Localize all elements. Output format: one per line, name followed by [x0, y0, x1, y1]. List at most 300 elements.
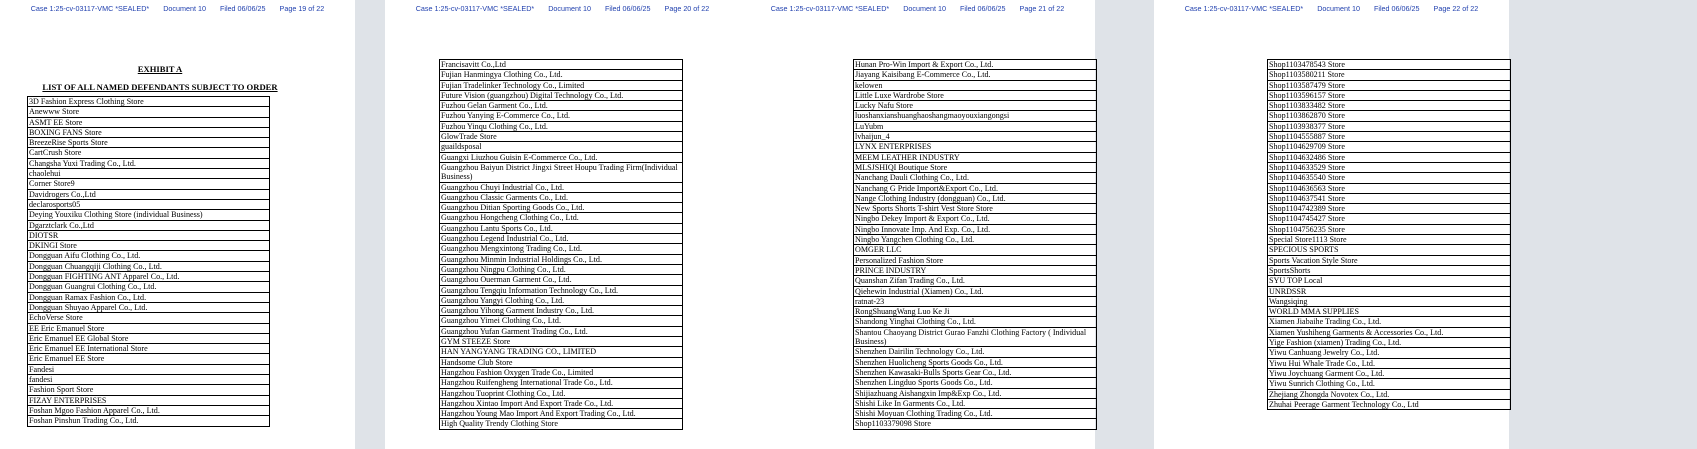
defendant-name-cell: Shop1104632486 Store — [1268, 152, 1511, 162]
defendant-name-cell: FIZAY ENTERPRISES — [28, 395, 270, 405]
defendant-name-cell: Handsome Club Store — [440, 357, 683, 367]
defendant-name-cell: Fujian Hanmingya Clothing Co., Ltd. — [440, 70, 683, 80]
defendant-name-cell: Shop1104637541 Store — [1268, 193, 1511, 203]
defendant-name-cell: RongShuangWang Luo Ke Ji — [854, 307, 1097, 317]
table-row — [1268, 338, 1511, 348]
table-row — [854, 214, 1097, 224]
case-number: Case 1:25-cv-03117-VMC *SEALED* — [770, 4, 890, 13]
page-header — [0, 4, 355, 13]
table-row — [440, 254, 683, 264]
defendant-name-cell: Shop1104742389 Store — [1268, 204, 1511, 214]
table-row — [1268, 60, 1511, 70]
table-row — [1268, 152, 1511, 162]
defendant-name-cell: Xiamen Yushiheng Garments & Accessories Co., Ltd. — [1268, 327, 1511, 337]
defendant-name-cell: Shop1103478543 Store — [1268, 60, 1511, 70]
table-row — [28, 333, 270, 343]
defendant-name-cell: Shijiazhuang Aishangxin Imp&Exp Co., Ltd. — [854, 388, 1097, 398]
defendant-name-cell: Guangzhou Yufan Garment Trading Co., Ltd. — [440, 326, 683, 336]
defendant-name-cell: DIOTSR — [28, 230, 270, 240]
table-row — [854, 378, 1097, 388]
table-row — [28, 220, 270, 230]
defendant-name-cell: Guangzhou Ditian Sporting Goods Co., Ltd. — [440, 203, 683, 213]
defendant-name-cell: Yiwu Hui Whale Trade Co., Ltd. — [1268, 358, 1511, 368]
table-row — [854, 388, 1097, 398]
table-row — [28, 385, 270, 395]
defendant-name-cell: Foshan Pinshun Trading Co., Ltd. — [28, 416, 270, 426]
table-row — [440, 132, 683, 142]
table-row — [854, 255, 1097, 265]
table-row — [440, 152, 683, 162]
table-row — [440, 357, 683, 367]
table-row — [440, 388, 683, 398]
table-row — [28, 395, 270, 405]
table-row — [28, 302, 270, 312]
table-row — [854, 142, 1097, 152]
defendant-name-cell: GlowTrade Store — [440, 132, 683, 142]
table-row — [1268, 348, 1511, 358]
table-row — [28, 138, 270, 148]
defendant-name-cell: ASMT EE Store — [28, 117, 270, 127]
table-row — [440, 90, 683, 100]
defendant-name-cell: LuYubm — [854, 121, 1097, 131]
defendant-name-cell: Hangzhou Ruifengheng International Trade Co., Ltd. — [440, 378, 683, 388]
table-row — [854, 367, 1097, 377]
defendants-table — [1267, 59, 1511, 410]
table-row — [440, 192, 683, 202]
defendant-name-cell: Shop1104636563 Store — [1268, 183, 1511, 193]
defendant-name-cell: Hunan Pro-Win Import & Export Co., Ltd. — [854, 60, 1097, 70]
defendant-name-cell: High Quality Trendy Clothing Store — [440, 419, 683, 429]
table-row — [440, 142, 683, 152]
defendant-name-cell: SYU TOP Local — [1268, 276, 1511, 286]
table-row — [440, 264, 683, 274]
table-row — [854, 80, 1097, 90]
table-row — [1268, 255, 1511, 265]
table-row — [1268, 193, 1511, 203]
defendant-name-cell: Little Luxe Wardrobe Store — [854, 90, 1097, 100]
defendant-name-cell: Fuzhou Yanying E-Commerce Co., Ltd. — [440, 111, 683, 121]
table-row — [1268, 183, 1511, 193]
table-row — [28, 416, 270, 426]
table-row — [854, 183, 1097, 193]
defendant-name-cell: Fandesi — [28, 364, 270, 374]
defendant-name-cell: Nange Clothing Industry (dongguan) Co., Ltd. — [854, 193, 1097, 203]
table-row — [440, 80, 683, 90]
defendant-name-cell: Shop1104633529 Store — [1268, 162, 1511, 172]
defendant-name-cell: Dongguan Aifu Clothing Co., Ltd. — [28, 251, 270, 261]
table-row — [28, 272, 270, 282]
table-row — [28, 292, 270, 302]
table-row — [440, 213, 683, 223]
defendant-name-cell: Guangzhou Legend Industrial Co., Ltd. — [440, 234, 683, 244]
defendant-name-cell: Shop1104756235 Store — [1268, 224, 1511, 234]
table-row — [440, 419, 683, 429]
defendant-name-cell: guaildsposal — [440, 142, 683, 152]
table-row — [28, 261, 270, 271]
table-row — [854, 327, 1097, 347]
table-row — [1268, 101, 1511, 111]
defendant-name-cell: luoshanxianshuanghaoshangmaoyouxiangongsi — [854, 111, 1097, 121]
defendant-name-cell: Guangzhou Lantu Sports Co., Ltd. — [440, 223, 683, 233]
table-row — [28, 179, 270, 189]
table-row — [28, 354, 270, 364]
defendant-name-cell: Guangzhou Ningpu Clothing Co., Ltd. — [440, 264, 683, 274]
table-row — [440, 367, 683, 377]
defendant-name-cell: Fashion Sport Store — [28, 385, 270, 395]
defendant-name-cell: Shishi Like In Garments Co., Ltd. — [854, 398, 1097, 408]
defendant-name-cell: Zhejiang Zhongda Novotex Co., Ltd. — [1268, 389, 1511, 399]
defendant-name-cell: Dongguan Shuyao Apparel Co., Ltd. — [28, 302, 270, 312]
defendant-name-cell: EE Eric Emanuel Store — [28, 323, 270, 333]
table-row — [440, 182, 683, 192]
table-row — [440, 101, 683, 111]
defendant-name-cell: Qiehewin Industrial (Xiamen) Co., Ltd. — [854, 286, 1097, 296]
pdf-page-20 — [385, 0, 740, 449]
defendant-name-cell: Shenzhen Kawasaki-Bulls Sports Gear Co., Ltd. — [854, 367, 1097, 377]
defendant-name-cell: Eric Emanuel EE International Store — [28, 344, 270, 354]
defendant-name-cell: Guangzhou Baiyun District Jingxi Street Houpu Trading Firm(Individual Business) — [440, 162, 683, 182]
defendant-name-cell: Hangzhou Tuoprint Clothing Co., Ltd. — [440, 388, 683, 398]
table-row — [440, 70, 683, 80]
defendant-name-cell: Eric Emanuel EE Store — [28, 354, 270, 364]
table-row — [1268, 379, 1511, 389]
defendant-name-cell: Dgarztclark Co.,Ltd — [28, 220, 270, 230]
defendant-name-cell: Shop1103596157 Store — [1268, 90, 1511, 100]
defendant-name-cell: Guangzhou Hongcheng Clothing Co., Ltd. — [440, 213, 683, 223]
filed-date: Filed 06/06/25 — [219, 4, 266, 13]
table-row — [1268, 368, 1511, 378]
defendant-name-cell: BOXING FANS Store — [28, 127, 270, 137]
defendant-name-cell: Yiwu Joychuang Garment Co., Ltd. — [1268, 368, 1511, 378]
defendant-name-cell: UNRDSSR — [1268, 286, 1511, 296]
table-row — [854, 347, 1097, 357]
table-row — [28, 375, 270, 385]
defendant-name-cell: Davidrogers Co.,Ltd — [28, 189, 270, 199]
table-row — [28, 282, 270, 292]
table-row — [1268, 327, 1511, 337]
table-row — [1268, 276, 1511, 286]
defendants-table — [27, 96, 270, 427]
defendant-name-cell: Shantou Chaoyang District Gurao Fanzhi Clothing Factory ( Individual Business) — [854, 327, 1097, 347]
filed-date: Filed 06/06/25 — [604, 4, 651, 13]
defendant-name-cell: Jiayang Kaisibang E-Commerce Co., Ltd. — [854, 70, 1097, 80]
defendant-name-cell: Guangzhou Chuyi Industrial Co., Ltd. — [440, 182, 683, 192]
table-row — [854, 173, 1097, 183]
case-number: Case 1:25-cv-03117-VMC *SEALED* — [30, 4, 150, 13]
table-row — [440, 347, 683, 357]
defendant-name-cell: Hangzhou Young Mao Import And Export Trading Co., Ltd. — [440, 409, 683, 419]
defendant-name-cell: Dongguan Guangrui Clothing Co., Ltd. — [28, 282, 270, 292]
defendant-name-cell: Quanshan Zifan Trading Co., Ltd. — [854, 276, 1097, 286]
table-row — [440, 285, 683, 295]
table-row — [1268, 245, 1511, 255]
table-row — [1268, 90, 1511, 100]
defendant-name-cell: New Sports Shorts T-shirt Vest Store Store — [854, 204, 1097, 214]
exhibit-title: EXHIBIT A — [137, 64, 183, 74]
table-row — [440, 378, 683, 388]
table-row — [854, 317, 1097, 327]
table-row — [1268, 317, 1511, 327]
table-row — [28, 251, 270, 261]
defendant-name-cell: Shop1103938377 Store — [1268, 121, 1511, 131]
defendant-name-cell: SportsShorts — [1268, 265, 1511, 275]
defendant-name-cell: Xiamen Jiabaihe Trading Co., Ltd. — [1268, 317, 1511, 327]
table-row — [440, 398, 683, 408]
table-row — [440, 111, 683, 121]
defendant-name-cell: MEEM LEATHER INDUSTRY — [854, 152, 1097, 162]
table-row — [28, 230, 270, 240]
table-row — [854, 409, 1097, 419]
table-row — [854, 398, 1097, 408]
page-number: Page 20 of 22 — [664, 4, 710, 13]
defendant-name-cell: Guangzhou Mengxintong Trading Co., Ltd. — [440, 244, 683, 254]
defendant-name-cell: Future Vision (guangzhou) Digital Technology Co., Ltd. — [440, 90, 683, 100]
defendant-name-cell: Shop1104745427 Store — [1268, 214, 1511, 224]
defendant-name-cell: LYNX ENTERPRISES — [854, 142, 1097, 152]
defendant-name-cell: Lucky Nafu Store — [854, 101, 1097, 111]
defendants-table — [853, 59, 1097, 430]
table-row — [28, 344, 270, 354]
table-row — [440, 409, 683, 419]
table-row — [1268, 121, 1511, 131]
defendant-name-cell: Shandong Yinghai Clothing Co., Ltd. — [854, 317, 1097, 327]
table-row — [28, 127, 270, 137]
defendant-name-cell: Francisavitt Co.,Ltd — [440, 60, 683, 70]
table-row — [28, 364, 270, 374]
defendant-name-cell: Yige Fashion (xiamen) Trading Co., Ltd. — [1268, 338, 1511, 348]
table-row — [854, 224, 1097, 234]
defendant-name-cell: Ningbo Yangchen Clothing Co., Ltd. — [854, 235, 1097, 245]
table-row — [28, 313, 270, 323]
table-row — [1268, 358, 1511, 368]
list-title: LIST OF ALL NAMED DEFENDANTS SUBJECT TO ORDER — [42, 82, 278, 92]
page-header — [1154, 4, 1509, 13]
table-row — [440, 326, 683, 336]
table-row — [440, 306, 683, 316]
defendant-name-cell: Deying Youxiku Clothing Store (individual Business) — [28, 210, 270, 220]
table-row — [28, 107, 270, 117]
table-row — [1268, 70, 1511, 80]
page-number: Page 21 of 22 — [1019, 4, 1065, 13]
table-row — [440, 234, 683, 244]
defendant-name-cell: lvhaijun_4 — [854, 132, 1097, 142]
table-row — [854, 60, 1097, 70]
table-row — [28, 405, 270, 415]
table-row — [854, 111, 1097, 121]
table-row — [854, 90, 1097, 100]
table-row — [1268, 235, 1511, 245]
document-number: Document 10 — [163, 4, 206, 13]
table-row — [854, 265, 1097, 275]
table-row — [28, 148, 270, 158]
defendant-name-cell: ratnat-23 — [854, 296, 1097, 306]
page-header — [740, 4, 1095, 13]
defendant-name-cell: HAN YANGYANG TRADING CO., LIMITED — [440, 347, 683, 357]
table-row — [1268, 307, 1511, 317]
defendant-name-cell: Shop1103587479 Store — [1268, 80, 1511, 90]
defendant-name-cell: Dongguan Chuangqiji Clothing Co., Ltd. — [28, 261, 270, 271]
table-row — [854, 286, 1097, 296]
defendant-name-cell: MLSJSHIQI Boutique Store — [854, 162, 1097, 172]
table-row — [28, 199, 270, 209]
table-row — [1268, 214, 1511, 224]
defendant-name-cell: fandesi — [28, 375, 270, 385]
table-row — [1268, 296, 1511, 306]
table-row — [440, 337, 683, 347]
defendant-name-cell: Shenzhen Lingduo Sports Goods Co., Ltd. — [854, 378, 1097, 388]
table-row — [440, 121, 683, 131]
defendant-name-cell: Fujian Tradelinker Technology Co., Limited — [440, 80, 683, 90]
defendant-name-cell: CartCrush Store — [28, 148, 270, 158]
defendant-name-cell: EchoVerse Store — [28, 313, 270, 323]
defendant-name-cell: declarosports05 — [28, 199, 270, 209]
defendant-name-cell: Yiwu Canhuang Jewelry Co., Ltd. — [1268, 348, 1511, 358]
defendant-name-cell: Dongguan FIGHTING ANT Apparel Co., Ltd. — [28, 272, 270, 282]
defendant-name-cell: Changsha Yuxi Trading Co., Ltd. — [28, 158, 270, 168]
defendant-name-cell: Guangzhou Minmin Industrial Holdings Co., Ltd. — [440, 254, 683, 264]
table-row — [854, 419, 1097, 429]
defendant-name-cell: GYM STEEZE Store — [440, 337, 683, 347]
table-row — [28, 241, 270, 251]
table-row — [28, 158, 270, 168]
table-row — [1268, 132, 1511, 142]
defendant-name-cell: Wangsiqing — [1268, 296, 1511, 306]
defendant-name-cell: Sports Vacation Style Store — [1268, 255, 1511, 265]
table-row — [1268, 286, 1511, 296]
pdf-page-22 — [1154, 0, 1509, 449]
defendant-name-cell: Shop1104555887 Store — [1268, 132, 1511, 142]
defendant-name-cell: Yiwu Sunrich Clothing Co., Ltd. — [1268, 379, 1511, 389]
defendant-name-cell: Guangzhou Classic Garments Co., Ltd. — [440, 192, 683, 202]
defendant-name-cell: Fuzhou Yinqu Clothing Co., Ltd. — [440, 121, 683, 131]
table-row — [440, 162, 683, 182]
table-row — [854, 121, 1097, 131]
filed-date: Filed 06/06/25 — [1373, 4, 1420, 13]
defendant-name-cell: Guangzhou Yimei Clothing Co., Ltd. — [440, 316, 683, 326]
document-number: Document 10 — [548, 4, 591, 13]
defendant-name-cell: DKINGI Store — [28, 241, 270, 251]
pdf-page-21 — [740, 0, 1095, 449]
defendant-name-cell: WORLD MMA SUPPLIES — [1268, 307, 1511, 317]
defendant-name-cell: Hangzhou Xintao Import And Export Trade Co., Ltd. — [440, 398, 683, 408]
table-row — [1268, 265, 1511, 275]
defendant-name-cell: 3D Fashion Express Clothing Store — [28, 97, 270, 107]
table-row — [854, 296, 1097, 306]
defendant-name-cell: Anewww Store — [28, 107, 270, 117]
case-number: Case 1:25-cv-03117-VMC *SEALED* — [415, 4, 535, 13]
table-row — [1268, 224, 1511, 234]
table-row — [854, 204, 1097, 214]
table-row — [28, 323, 270, 333]
table-row — [1268, 399, 1511, 409]
table-row — [440, 223, 683, 233]
page-number: Page 22 of 22 — [1433, 4, 1479, 13]
defendant-name-cell: Guangzhou Ouerman Garment Co., Ltd. — [440, 275, 683, 285]
defendant-name-cell: Eric Emanuel EE Global Store — [28, 333, 270, 343]
table-row — [28, 117, 270, 127]
defendants-table — [439, 59, 683, 430]
table-row — [440, 60, 683, 70]
table-row — [1268, 142, 1511, 152]
table-row — [28, 97, 270, 107]
table-row — [854, 276, 1097, 286]
document-number: Document 10 — [1317, 4, 1360, 13]
defendant-name-cell: Nanchang Dauli Clothing Co., Ltd. — [854, 173, 1097, 183]
table-row — [854, 132, 1097, 142]
table-row — [440, 275, 683, 285]
table-row — [1268, 111, 1511, 121]
defendant-name-cell: Shenzhen Huolicheng Sports Goods Co., Ltd. — [854, 357, 1097, 367]
defendant-name-cell: Personalized Fashion Store — [854, 255, 1097, 265]
defendant-name-cell: Corner Store9 — [28, 179, 270, 189]
table-row — [1268, 162, 1511, 172]
defendant-name-cell: Shop1103580211 Store — [1268, 70, 1511, 80]
table-row — [854, 70, 1097, 80]
defendant-name-cell: Shenzhen Dairilin Technology Co., Ltd. — [854, 347, 1097, 357]
defendant-name-cell: Hangzhou Fashion Oxygen Trade Co., Limited — [440, 367, 683, 377]
defendant-name-cell: Shop1103833482 Store — [1268, 101, 1511, 111]
defendant-name-cell: kelowen — [854, 80, 1097, 90]
defendant-name-cell: Ningbo Dekey Import & Export Co., Ltd. — [854, 214, 1097, 224]
table-row — [854, 307, 1097, 317]
defendant-name-cell: Guangzhou Yangyi Clothing Co., Ltd. — [440, 295, 683, 305]
table-row — [1268, 80, 1511, 90]
defendant-name-cell: Shop1104629709 Store — [1268, 142, 1511, 152]
table-row — [28, 210, 270, 220]
table-row — [854, 162, 1097, 172]
table-row — [1268, 204, 1511, 214]
table-row — [28, 189, 270, 199]
defendant-name-cell: Shishi Moyuan Clothing Trading Co., Ltd. — [854, 409, 1097, 419]
defendant-name-cell: Guangzhou Yihong Garment Industry Co., Ltd. — [440, 306, 683, 316]
defendant-name-cell: Special Store1113 Store — [1268, 235, 1511, 245]
defendant-name-cell: Guangzhou Tengqiu Information Technology Co., Ltd. — [440, 285, 683, 295]
table-row — [440, 244, 683, 254]
table-row — [28, 169, 270, 179]
table-row — [1268, 389, 1511, 399]
table-row — [440, 203, 683, 213]
defendant-name-cell: Dongguan Ramax Fashion Co., Ltd. — [28, 292, 270, 302]
defendant-name-cell: Fuzhou Gelan Garment Co., Ltd. — [440, 101, 683, 111]
table-row — [1268, 173, 1511, 183]
defendant-name-cell: Shop1103379098 Store — [854, 419, 1097, 429]
case-number: Case 1:25-cv-03117-VMC *SEALED* — [1184, 4, 1304, 13]
table-row — [440, 316, 683, 326]
defendant-name-cell: chaolehui — [28, 169, 270, 179]
defendant-name-cell: BreezeRise Sports Store — [28, 138, 270, 148]
pdf-page-19 — [0, 0, 355, 449]
document-number: Document 10 — [903, 4, 946, 13]
table-row — [440, 295, 683, 305]
table-row — [854, 235, 1097, 245]
table-row — [854, 152, 1097, 162]
defendant-name-cell: Ningbo Innovate Imp. And Exp. Co., Ltd. — [854, 224, 1097, 234]
defendant-name-cell: OMGER LLC — [854, 245, 1097, 255]
defendant-name-cell: SPECIOUS SPORTS — [1268, 245, 1511, 255]
defendant-name-cell: Guangxi Liuzhou Guisin E-Commerce Co., Ltd. — [440, 152, 683, 162]
filed-date: Filed 06/06/25 — [959, 4, 1006, 13]
defendant-name-cell: Shop1103862870 Store — [1268, 111, 1511, 121]
defendant-name-cell: Zhuhai Peerage Garment Technology Co., Ltd — [1268, 399, 1511, 409]
page-number: Page 19 of 22 — [279, 4, 325, 13]
defendant-name-cell: Shop1104635540 Store — [1268, 173, 1511, 183]
defendant-name-cell: Nanchang G Pride Import&Export Co., Ltd. — [854, 183, 1097, 193]
defendant-name-cell: Foshan Mgoo Fashion Apparel Co., Ltd. — [28, 405, 270, 415]
table-row — [854, 357, 1097, 367]
table-row — [854, 245, 1097, 255]
table-row — [854, 101, 1097, 111]
page-header — [385, 4, 740, 13]
